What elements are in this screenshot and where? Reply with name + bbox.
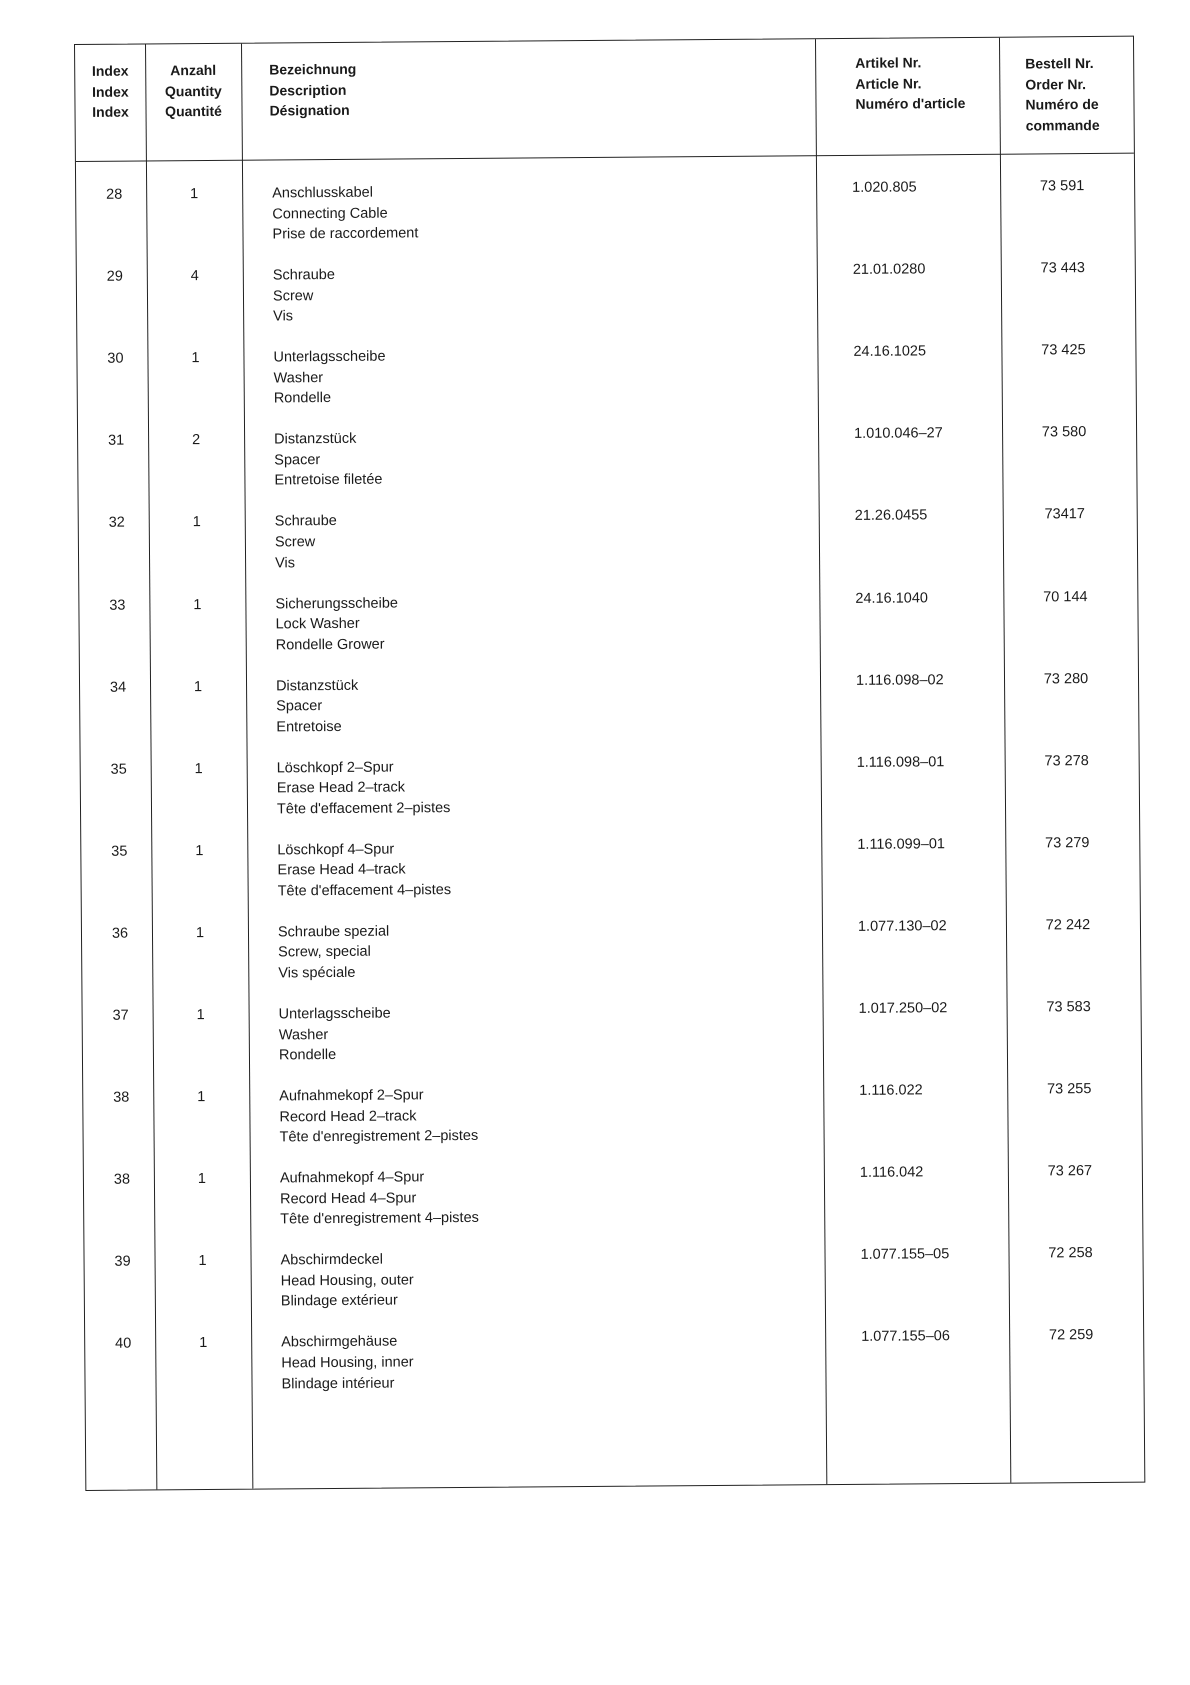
header-quantity-en: Quantity [164,82,222,99]
row-order-number: 73 591 [1039,178,1085,195]
description-en: Washer [278,1026,329,1044]
row-order-number: 73 425 [1041,342,1086,359]
table-row [76,177,1135,267]
row-description [274,429,382,492]
row-index: 29 [106,268,123,285]
row-order-number: 73 580 [1041,424,1087,441]
row-quantity: 1 [191,350,200,367]
header-description-en: Description [269,81,347,98]
description-en: Screw [272,287,314,305]
row-order-number: 73 255 [1046,1081,1092,1098]
header-description-fr: Désignation [269,101,350,119]
header-index-de: Index [91,62,129,79]
description-de: Distanzstück [274,431,357,448]
header-quantity-fr: Quantité [165,102,222,120]
row-article-number: 1.077.155–06 [861,1328,950,1346]
row-article-number: 1.077.130–02 [857,918,947,935]
description-fr: Tête d'enregistrement 4–pistes [280,1210,479,1228]
description-fr: Blindage intérieur [281,1375,395,1392]
row-order-number: 73 280 [1043,670,1089,687]
description-en: Spacer [276,698,323,715]
row-quantity: 1 [195,924,205,941]
row-quantity: 1 [190,186,199,203]
row-quantity: 4 [190,268,199,285]
table-row [79,587,1138,677]
description-en: Connecting Cable [272,205,388,223]
row-article-number: 1.116.042 [859,1164,924,1182]
description-en: Record Head 2–track [279,1108,417,1126]
parts-list-table [74,36,1145,1491]
row-article-number: 24.16.1025 [853,343,927,361]
row-description [275,511,338,573]
row-article-number: 1.116.099–01 [857,835,945,853]
description-fr: Entretoise filetée [274,472,383,489]
row-index: 40 [115,1335,132,1353]
header-index-fr: Index [92,103,129,120]
description-en: Lock Washer [275,615,360,633]
description-fr: Tête d'effacement 2–pistes [276,799,451,818]
description-en: Spacer [274,451,321,469]
header-index [75,60,145,122]
header-article [855,52,965,114]
header-description-de: Bezeichnung [269,60,357,78]
table-row [80,669,1139,759]
row-quantity: 1 [199,1335,208,1352]
description-de: Unterlagsscheibe [278,1005,391,1023]
description-fr: Vis [275,554,296,572]
description-en: Record Head 4–Spur [280,1190,417,1208]
header-article-en: Article Nr. [855,74,922,92]
header-order-de: Bestell Nr. [1025,54,1094,72]
row-description [278,921,390,984]
description-de: Aufnahmekopf 4–Spur [279,1169,425,1187]
description-fr: Vis spéciale [278,964,356,982]
table-row [84,1244,1143,1334]
row-description [272,182,418,245]
row-index: 32 [108,515,125,532]
row-article-number: 1.077.155–05 [860,1246,950,1264]
description-en: Erase Head 4–track [277,861,406,879]
row-description [276,675,359,737]
row-index: 33 [109,597,126,614]
description-fr: Rondelle Grower [275,636,385,654]
table-row [82,916,1141,1006]
table-row [85,1326,1144,1416]
row-order-number: 73 443 [1040,260,1086,277]
row-index: 28 [106,186,123,203]
row-article-number: 1.116.022 [859,1082,923,1099]
row-index: 38 [113,1171,131,1188]
description-fr: Prise de raccordement [272,225,419,243]
table-row [81,751,1140,841]
row-quantity: 1 [193,596,202,613]
row-description [280,1250,413,1313]
row-article-number: 1.116.098–01 [856,753,945,771]
description-en: Erase Head 2–track [276,779,406,797]
header-order-fr-2: commande [1025,116,1100,134]
row-description [281,1332,414,1395]
row-quantity: 1 [193,678,203,695]
row-order-number: 72 259 [1048,1327,1094,1344]
row-index: 39 [114,1253,131,1271]
row-article-number: 21.01.0280 [852,261,926,278]
row-description [275,593,398,656]
table-row [83,1080,1142,1170]
row-description [279,1085,478,1148]
table-row [77,259,1136,349]
header-divider [76,153,1134,162]
row-order-number: 73 583 [1046,999,1091,1016]
header-article-fr: Numéro d'article [855,95,966,112]
row-article-number: 21.26.0455 [854,507,928,525]
row-quantity: 1 [192,514,201,531]
description-fr: Vis [273,308,294,325]
row-description [280,1167,479,1230]
row-description [277,839,451,902]
header-description [269,59,357,121]
row-quantity: 1 [197,1171,207,1188]
row-description [279,1004,392,1067]
table-row [83,998,1142,1088]
row-article-number: 1.020.805 [852,179,917,196]
table-row [81,833,1140,923]
row-index: 35 [110,761,127,778]
row-order-number: 73417 [1044,506,1085,523]
description-de: Aufnahmekopf 2–Spur [279,1087,424,1105]
row-article-number: 1.010.046–27 [854,425,943,443]
row-index: 38 [113,1089,130,1106]
description-de: Abschirmdeckel [280,1251,383,1269]
row-description [273,265,336,327]
description-de: Löschkopf 2–Spur [276,759,394,777]
description-de: Unterlagsscheibe [273,348,386,366]
table-row [84,1162,1143,1252]
header-order [1025,53,1100,136]
row-order-number: 73 279 [1045,834,1090,852]
row-index: 35 [111,843,128,860]
description-fr: Rondelle [273,390,332,407]
table-row [78,423,1137,513]
row-quantity: 1 [195,842,204,859]
description-fr: Tête d'enregistrement 2–pistes [279,1128,479,1146]
row-order-number: 73 267 [1047,1163,1093,1180]
description-de: Abschirmgehäuse [281,1333,398,1351]
table-row [79,505,1138,595]
row-article-number: 1.017.250–02 [858,1000,948,1017]
description-en: Head Housing, outer [280,1272,414,1290]
description-fr: Rondelle [278,1047,337,1064]
description-en: Washer [273,369,324,387]
description-de: Distanzstück [275,677,359,695]
row-order-number: 72 242 [1045,916,1091,934]
header-index-en: Index [92,83,129,100]
row-quantity: 1 [198,1253,207,1270]
description-de: Schraube [272,267,335,284]
row-index: 36 [111,925,129,942]
row-article-number: 24.16.1040 [855,589,929,607]
row-quantity: 1 [196,1007,205,1024]
description-de: Schraube spezial [277,923,390,941]
description-fr: Entretoise [276,718,342,736]
description-en: Screw [274,534,316,551]
description-de: Schraube [274,513,337,530]
row-article-number: 1.116.098–02 [855,671,944,689]
row-order-number: 72 258 [1048,1245,1093,1262]
row-index: 31 [107,432,125,450]
header-order-fr: Numéro de [1025,95,1099,113]
row-description [277,757,451,820]
description-de: Löschkopf 4–Spur [277,841,395,859]
description-fr: Tête d'effacement 4–pistes [277,882,452,900]
row-quantity: 1 [194,760,203,777]
row-description [273,347,386,410]
table-row [77,341,1136,431]
description-en: Screw, special [278,944,371,961]
description-fr: Blindage extérieur [280,1292,398,1310]
row-index: 30 [107,350,124,367]
description-de: Sicherungsscheibe [275,594,398,612]
header-article-de: Artikel Nr. [855,54,922,71]
row-order-number: 70 144 [1043,588,1088,605]
description-en: Head Housing, inner [281,1354,414,1372]
header-order-en: Order Nr. [1025,75,1087,93]
row-index: 34 [109,679,127,696]
row-quantity: 2 [192,432,201,449]
row-order-number: 73 278 [1044,752,1089,770]
description-de: Anschlusskabel [272,184,373,202]
header-quantity [145,60,241,122]
row-index: 37 [112,1007,129,1024]
row-quantity: 1 [197,1089,206,1106]
header-quantity-de: Anzahl [170,61,217,79]
